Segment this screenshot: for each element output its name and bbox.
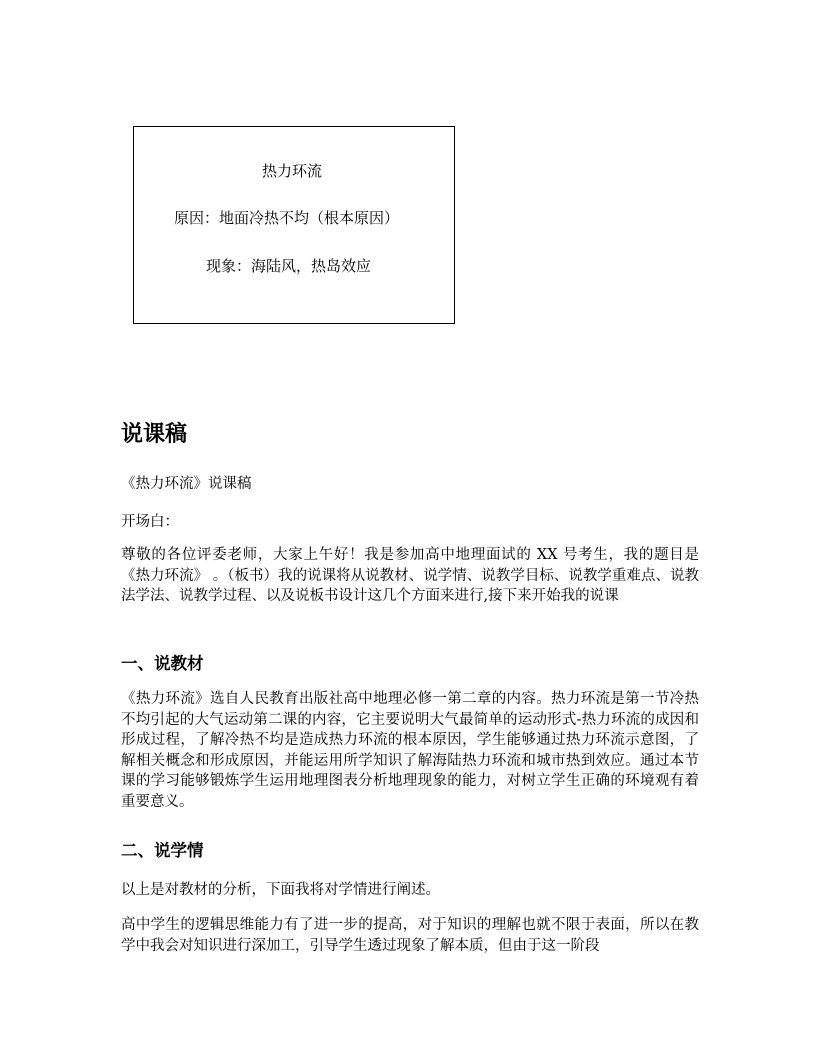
student-analysis-paragraph: 高中学生的逻辑思维能力有了进一步的提高，对于知识的理解也就不限于表面，所以在教学中我会对知识进行深加工，引导学生透过现象了解本质，但由于这一阶段	[121, 917, 699, 954]
document-title: 说课稿	[121, 422, 188, 447]
board-phenomenon: 现象：海陆风，热岛效应	[206, 257, 372, 275]
board-title: 热力环流	[262, 162, 323, 180]
document-subtitle: 《热力环流》说课稿	[121, 476, 252, 492]
section-heading-student-analysis: 二、说学情	[121, 841, 204, 860]
teaching-material-paragraph: 《热力环流》选自人民教育出版社高中地理必修一第二章的内容。热力环流是第一节冷热不均引起的大气运动第二课的内容，它主要说明大气最简单的运动形式-热力环流的成因和形成过程，了解冷热不均是造成热力环流的根本原因，学生能够通过热力环流示意图，了解相关概念和形成原因，并能运用所学知识了解海陆热力环流和城市热到效应。通过本节课的学习能够锻炼学生运用地理图表分析地理现象的能力，对树立学生正确的环境观有着重要意义。	[121, 691, 699, 810]
section-heading-teaching-material: 一、说教材	[121, 654, 204, 673]
opening-paragraph: 尊敬的各位评委老师，大家上午好！我是参加高中地理面试的 XX 号考生，我的题目是《热力环流》 。（板书）我的说课将从说教材、说学情、说教学目标、说教学重难点、说教法学法、说教学过程、以及说板书设计这几个方面来进行,接下来开始我的说课	[121, 547, 699, 604]
student-analysis-intro: 以上是对教材的分析，下面我将对学情进行阐述。	[121, 882, 440, 898]
blackboard-design-box	[133, 126, 455, 324]
board-cause: 原因：地面冷热不均（根本原因）	[174, 209, 400, 227]
opening-label: 开场白：	[121, 514, 179, 530]
